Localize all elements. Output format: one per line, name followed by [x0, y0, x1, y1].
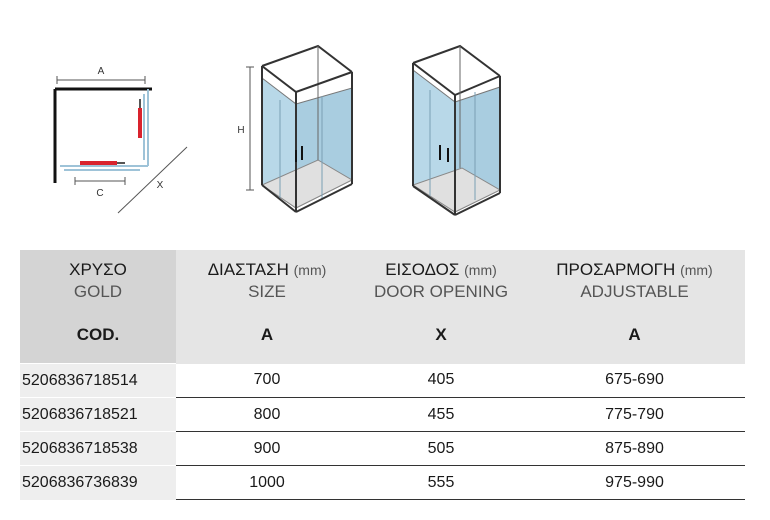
size-cell: 900 — [176, 432, 358, 466]
table-row — [20, 364, 745, 398]
door-opening-cell: 555 — [358, 466, 524, 500]
dimension-a-label: A — [97, 66, 105, 77]
adjustable-cell: 775-790 — [524, 398, 745, 432]
header-size — [176, 250, 358, 364]
product-code-cell: 5206836718521 — [20, 398, 176, 432]
header-unit: (mm) — [680, 262, 713, 278]
size-cell: 700 — [176, 364, 358, 398]
header-gold — [20, 250, 176, 364]
header-subtitle: GOLD — [73, 282, 123, 301]
plan-view — [55, 66, 187, 213]
table-header-row — [20, 250, 745, 364]
adjustable-cell: 875-890 — [524, 432, 745, 466]
door-opening-cell: 455 — [358, 398, 524, 432]
header-code: A — [260, 325, 274, 344]
size-cell: 800 — [176, 398, 358, 432]
dimension-x-label: X — [156, 180, 164, 191]
header-code: COD. — [76, 325, 120, 344]
header-title: ΠΡΟΣΑΡΜΟΓΗ — [556, 260, 676, 279]
header-title: ΧΡΥΣΟ — [69, 260, 127, 279]
door-opening-cell: 505 — [358, 432, 524, 466]
table-row — [20, 432, 745, 466]
size-cell: 1000 — [176, 466, 358, 500]
dimension-h-label: H — [237, 125, 245, 136]
header-subtitle: SIZE — [248, 282, 286, 301]
product-code-cell: 5206836736839 — [20, 466, 176, 500]
door-opening-cell: 405 — [358, 364, 524, 398]
table-row — [20, 466, 745, 500]
header-unit: (mm) — [293, 262, 327, 278]
adjustable-cell: 675-690 — [524, 364, 745, 398]
header-code: X — [435, 325, 447, 344]
shower-enclosure-diagram — [0, 0, 770, 245]
adjustable-cell: 975-990 — [524, 466, 745, 500]
enclosure-3d-view-left — [237, 46, 352, 212]
header-adjustable — [524, 250, 745, 364]
dimension-c-label: C — [96, 188, 104, 199]
header-subtitle: ADJUSTABLE — [580, 282, 689, 301]
header-door-opening — [358, 250, 524, 364]
enclosure-3d-view-right — [413, 46, 500, 215]
header-code: A — [628, 325, 641, 344]
product-code-cell: 5206836718538 — [20, 432, 176, 466]
header-title: ΔΙΑΣΤΑΣΗ — [207, 260, 289, 279]
table-row — [20, 398, 745, 432]
specifications-table — [20, 250, 745, 500]
header-title: ΕΙΣΟΔΟΣ — [385, 260, 460, 279]
header-unit: (mm) — [464, 262, 497, 278]
product-code-cell: 5206836718514 — [20, 364, 176, 398]
header-subtitle: DOOR OPENING — [373, 282, 509, 301]
